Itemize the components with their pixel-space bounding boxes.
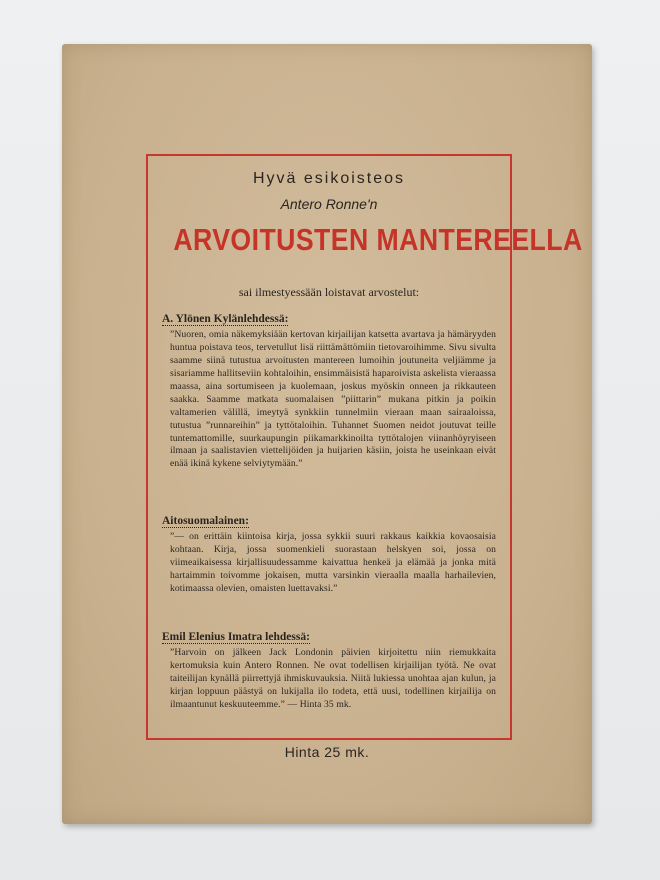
- review-text: ”Nuoren, omia näkemyksiään kertovan kirjailijan katsetta avartava ja hämäryyden huntua poistava teos, tervetullut lisä riittämättömiin tietovaroihimme. Sivu sivulta saamme siinä tutustua arvoitusten mantereen lumoihin joutuneita veljiämme ja sisariamme hallitseviin kohtaloihin, ensimmäisistä haparoivista askelista vieraassa maassa, aina sortumiseen ja kuolemaan, joskus myöskin onneen ja rikkauteen saakka. Saamme matkata suomalaisen ”piittarin” mukana pitkin ja poikin valtamerien välillä, imeytyä synkkiin tunnelmiin vieraan maan sairaaloissa, tutustua ”runnareihin” ja tyttötaloihin. Tuhannet Suomen neidot joutuvat teille tuntemattomille, suurkaupungin piikamarkkinoilta tyttötalojen viinanhöyryiseen ilmaan ja saalistavien viettelijöiden ja huijarien käsiin, joista he useinkaan eivät enää ikinä kykene selviytymään.”: [170, 329, 496, 470]
- review-text: ”Harvoin on jälkeen Jack Londonin päivien kirjoitettu niin riemukkaita kertomuksia kuin Antero Ronnen. Ne ovat todellisen kirjailijan työtä. Ne ovat taiteilijan kynällä piirrettyjä ihmiskuvauksia. Niitä lukiessa unohtaa ajan kulun, ja kirjan loppuun päästyä on lukijalla ilo todeta, että uusi, todellinen kirjailija on ilmaantunut keskuuteemme.” — Hinta 35 mk.: [170, 647, 496, 710]
- review-source: Aitosuomalainen:: [162, 515, 249, 527]
- review-source: A. Ylönen Kylänlehdessä:: [162, 313, 289, 325]
- price-label: Hinta 25 mk.: [284, 744, 370, 760]
- reviews-intro: sai ilmestyessään loistavat arvostelut:: [238, 285, 420, 299]
- review-2: [162, 515, 496, 596]
- book-back-cover: [62, 44, 592, 824]
- red-border-frame: [146, 154, 583, 740]
- review-3: [162, 631, 496, 712]
- review-1: [162, 313, 496, 471]
- author-name: Antero Ronne'n: [280, 196, 378, 212]
- review-text: ”— on erittäin kiintoisa kirja, jossa sykkii suuri rakkaus kaikkia kovaosaisia kohtaan. Kirja, jossa suomenkieli suorastaan helskyen soi, jossa on viimeaikaisessa kirjallisuudessamme kaivattua henkeä ja elämää ja jonka mitä hartaimmin toivomme jokaisen, mutta varsinkin vieraalla maalla harhailevien, kotimaassa olevien, omaisten luettavaksi.”: [170, 531, 496, 594]
- book-title: ARVOITUSTEN MANTEREELLA: [173, 222, 583, 257]
- review-source: Emil Elenius Imatra lehdessä:: [162, 631, 310, 643]
- tagline: Hyvä esikoisteos: [252, 170, 406, 187]
